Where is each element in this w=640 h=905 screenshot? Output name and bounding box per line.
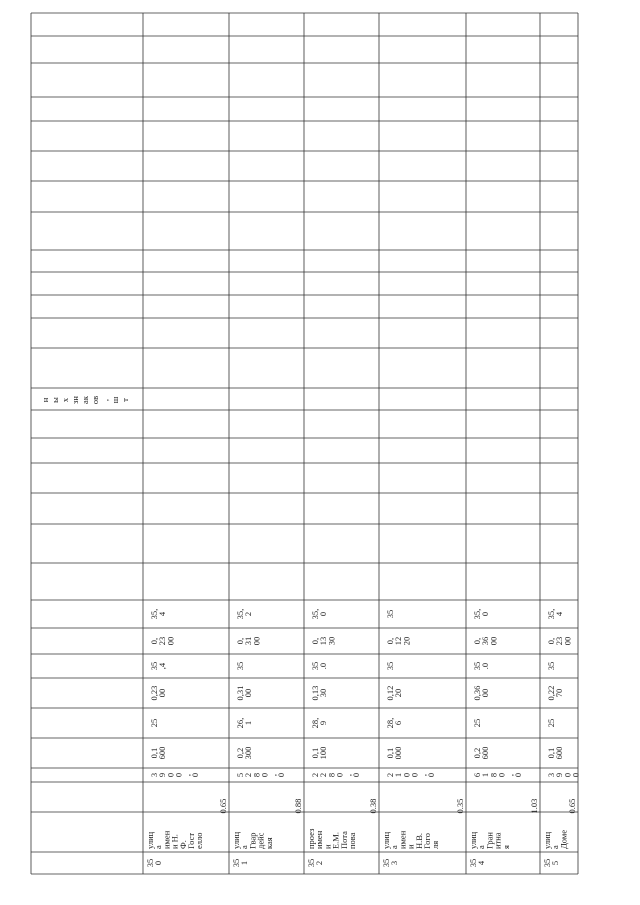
coefficient-c <box>385 637 411 646</box>
result-value <box>235 609 253 620</box>
norm-value-line: ,4 <box>157 662 168 670</box>
street-name-line: а <box>550 845 561 849</box>
coefficient-b-line: 20 <box>393 688 404 698</box>
street-name-line: а <box>476 845 487 849</box>
percent-value-line: 25 <box>546 718 556 728</box>
coefficient-c-line: 20 <box>401 636 412 646</box>
street-name-line: Гран <box>484 832 495 849</box>
row-number-line: 35 <box>542 858 552 868</box>
area-value-line: 3 <box>149 772 159 778</box>
norm-value <box>472 662 490 671</box>
coefficient-b-line: 00 <box>480 688 491 698</box>
area-value-line: 5 <box>235 772 245 778</box>
coefficient-c-line: 00 <box>488 636 499 646</box>
street-name-line: имен <box>314 830 325 849</box>
row-number <box>542 859 560 868</box>
coefficient-c <box>546 637 572 646</box>
row-number-line: 35 <box>468 858 478 868</box>
coefficient-c-line: 23 <box>554 636 565 646</box>
area-value-line: 2 <box>385 772 395 778</box>
coefficient-b <box>385 686 403 701</box>
coefficient-c-line: 0, <box>149 637 159 645</box>
row-number <box>231 859 249 868</box>
area-value-line: 2 <box>310 772 320 778</box>
area-value-line: 0 <box>426 772 436 778</box>
norm-value-line: .0 <box>480 662 491 670</box>
coefficient-b-line: 00 <box>243 688 254 698</box>
area-value-line: 0 <box>496 772 507 778</box>
coefficient-c-line: 36 <box>480 636 491 646</box>
header-fragment-line: ов <box>90 395 100 405</box>
row-number <box>306 859 324 868</box>
result-value-line: 0 <box>480 611 491 617</box>
norm-value-line: 35 <box>235 661 245 671</box>
row-number-line: 35 <box>381 858 391 868</box>
area-value-line: 1 <box>393 772 404 778</box>
area-value <box>546 773 581 777</box>
area-value-line: , <box>181 773 192 777</box>
coefficient-a-line: 0,1 <box>546 747 556 759</box>
percent-value-line: 26, <box>235 717 245 729</box>
result-value-line: 35, <box>546 608 556 620</box>
street-name-line: Пота <box>338 831 349 849</box>
coefficient-c-line: 00 <box>251 636 262 646</box>
area-value-line: 0 <box>173 772 184 778</box>
result-value <box>310 609 328 620</box>
street-name-line: дейс <box>255 832 266 849</box>
coefficient-a-line: 600 <box>157 746 168 760</box>
percent-value-line: 1 <box>243 720 254 726</box>
percent-value-line: 28, <box>385 717 395 729</box>
percent-value <box>149 719 159 728</box>
header-fragment-line: н <box>40 397 50 403</box>
coefficient-a <box>546 747 564 760</box>
street-name <box>542 830 568 849</box>
percent-value-line: 28, <box>310 717 320 729</box>
area-value-line: 0 <box>165 772 176 778</box>
street-name-line: пова <box>347 832 357 849</box>
norm-value <box>235 662 245 671</box>
coefficient-a <box>385 747 403 760</box>
coefficient-c-line: 12 <box>393 636 404 646</box>
coefficient-c-line: 00 <box>562 636 573 646</box>
coefficient-c-line: 31 <box>243 636 254 646</box>
street-name-line: улиц <box>231 831 241 849</box>
street-name-line: Гого <box>422 833 432 849</box>
area-value-line: 1 <box>480 772 491 778</box>
row-number-line: 35 <box>231 858 241 868</box>
coefficient-b-line: 0,12 <box>385 685 395 701</box>
area-value-line: , <box>267 773 278 777</box>
area-value-line: 6 <box>472 772 482 778</box>
street-name-line: Н.В. <box>413 832 424 849</box>
street-name-line: Гост <box>186 832 196 849</box>
row-number-line: 3 <box>389 860 400 866</box>
length-value: 0.35 <box>455 798 465 814</box>
coefficient-a-line: 600 <box>554 746 565 760</box>
area-value-line: 0 <box>570 772 581 778</box>
coefficient-b <box>472 686 490 701</box>
coefficient-c <box>149 637 175 646</box>
coefficient-c-line: 0, <box>546 637 556 645</box>
coefficient-a-line: 0,1 <box>385 747 395 759</box>
length-value: 0.38 <box>368 798 378 814</box>
street-name-line: а <box>239 845 250 849</box>
area-value-line: 8 <box>326 772 337 778</box>
row-number-line: 0 <box>153 860 164 866</box>
area-value-line: 9 <box>157 772 168 778</box>
area-value-line: 3 <box>546 772 556 778</box>
street-name-line: и Н. <box>169 834 180 849</box>
norm-value-line: 35 <box>472 661 482 671</box>
street-name-line: имен <box>161 830 172 849</box>
coefficient-c-line: 13 <box>318 636 329 646</box>
street-name-line: ля <box>430 840 441 849</box>
header-fragment <box>40 395 130 404</box>
length-value: 1.03 <box>529 798 539 814</box>
street-name-line: итна <box>492 832 503 849</box>
coefficient-b <box>310 686 328 701</box>
area-value-line: 0 <box>401 772 412 778</box>
coefficient-a <box>149 747 167 760</box>
coefficient-b-line: 0,31 <box>235 685 245 701</box>
area-value-line: 0 <box>409 772 420 778</box>
percent-value <box>235 718 253 729</box>
header-fragment-line: х <box>60 397 70 403</box>
area-value <box>385 773 436 777</box>
coefficient-b-line: 0,36 <box>472 685 482 701</box>
percent-value <box>310 718 328 729</box>
street-name <box>231 831 274 849</box>
street-name-line: Доме <box>558 829 569 849</box>
area-value <box>472 773 523 777</box>
percent-value <box>546 719 556 728</box>
coefficient-c <box>310 637 336 646</box>
street-name-line: я <box>500 845 511 849</box>
result-value-line: 35, <box>235 608 245 620</box>
coefficient-a <box>472 747 490 760</box>
street-name <box>306 828 357 849</box>
coefficient-c-line: 23 <box>157 636 168 646</box>
percent-value-line: 25 <box>149 718 159 728</box>
norm-value-line: 35 <box>149 661 159 671</box>
result-value <box>149 609 167 620</box>
street-name-line: а <box>153 845 164 849</box>
coefficient-b-line: 00 <box>157 688 168 698</box>
row-number <box>145 859 163 868</box>
coefficient-c <box>235 637 261 646</box>
row-number-line: 2 <box>314 860 325 866</box>
coefficient-c-line: 00 <box>165 636 176 646</box>
norm-value-line: .0 <box>318 662 329 670</box>
area-value-line: , <box>504 773 515 777</box>
street-name <box>468 831 511 849</box>
street-name-line: а <box>389 845 400 849</box>
coefficient-c-line: 0, <box>385 637 395 645</box>
area-value-line: 0 <box>259 772 270 778</box>
result-value-line: 35, <box>472 608 482 620</box>
coefficient-b <box>149 686 167 701</box>
result-value <box>546 609 564 620</box>
header-fragment-line: ак <box>80 396 90 404</box>
street-name-line: и <box>405 844 416 849</box>
row-number <box>381 859 399 868</box>
header-fragment-line: , <box>100 398 110 402</box>
norm-value <box>385 662 395 671</box>
coefficient-c-line: 30 <box>326 636 337 646</box>
street-name-line: имен <box>397 830 408 849</box>
street-name-line: и <box>322 844 333 849</box>
street-name-line: проез <box>306 828 316 849</box>
percent-value-line: 9 <box>318 720 329 726</box>
area-value-line: 8 <box>251 772 262 778</box>
area-value <box>235 773 286 777</box>
area-value-line: 9 <box>554 772 565 778</box>
coefficient-a-line: 0,2 <box>472 747 482 759</box>
coefficient-a-line: 300 <box>243 746 254 760</box>
row-number-line: 1 <box>239 860 250 866</box>
row-number <box>468 859 486 868</box>
coefficient-a-line: 100 <box>318 746 329 760</box>
table-cells <box>40 395 581 867</box>
percent-value <box>385 718 403 729</box>
area-value-line: 2 <box>318 772 329 778</box>
coefficient-a-line: 0,2 <box>235 747 245 759</box>
length-value: 0.88 <box>293 798 303 814</box>
result-value-line: 35, <box>149 608 159 620</box>
norm-value-line: 35 <box>310 661 320 671</box>
percent-value-line: 6 <box>393 720 404 726</box>
coefficient-a-line: 000 <box>393 746 404 760</box>
area-value-line: , <box>417 773 428 777</box>
header-fragment-line: зн <box>70 396 80 404</box>
coefficient-a-line: 0,1 <box>149 747 159 759</box>
street-name-line: елло <box>194 832 205 849</box>
result-value-line: 4 <box>157 611 168 617</box>
norm-value <box>310 662 328 671</box>
result-value-line: 2 <box>243 611 254 617</box>
street-name-line: улиц <box>145 831 155 849</box>
result-value-line: 35 <box>385 609 395 619</box>
row-number-line: 35 <box>306 858 316 868</box>
street-name-line: Ф. <box>177 840 188 849</box>
street-name-line: улиц <box>468 831 478 849</box>
area-value <box>310 773 361 777</box>
coefficient-a-line: 0,1 <box>310 747 320 759</box>
area-value-line: 0 <box>334 772 345 778</box>
row-number-line: 35 <box>145 858 155 868</box>
area-value-line: 0 <box>562 772 573 778</box>
coefficient-c <box>472 637 498 646</box>
length-value: 0.65 <box>218 798 228 814</box>
coefficient-b <box>235 686 253 701</box>
row-number-line: 4 <box>476 860 487 866</box>
street-name <box>381 830 440 849</box>
coefficient-a <box>310 747 328 760</box>
coefficient-b <box>546 686 564 701</box>
result-value-line: 4 <box>554 611 565 617</box>
area-value-line: 0 <box>190 772 200 778</box>
header-fragment-line: ы <box>50 397 60 403</box>
coefficient-a-line: 600 <box>480 746 491 760</box>
result-value-line: 0 <box>318 611 329 617</box>
row-number-line: 5 <box>550 860 561 866</box>
percent-value <box>472 719 482 728</box>
length-value: 0.65 <box>567 798 577 814</box>
street-name <box>145 830 204 849</box>
norm-value <box>546 662 556 671</box>
norm-value <box>149 662 167 671</box>
norm-value-line: 35 <box>546 661 556 671</box>
street-name-line: кая <box>263 837 274 849</box>
coefficient-b-line: 0,13 <box>310 685 320 701</box>
header-fragment-line: т <box>120 398 130 402</box>
street-name-line: улиц <box>542 831 552 849</box>
area-value <box>149 773 200 777</box>
area-value-line: 0 <box>513 772 523 778</box>
result-value <box>472 609 490 620</box>
result-value-line: 35, <box>310 608 320 620</box>
area-value-line: 0 <box>276 772 286 778</box>
street-name-line: Е.М. <box>330 832 341 849</box>
area-value-line: 8 <box>488 772 499 778</box>
result-value <box>385 610 395 619</box>
area-value-line: , <box>342 773 353 777</box>
street-name-line: улиц <box>381 831 391 849</box>
area-value-line: 0 <box>351 772 361 778</box>
norm-value-line: 35 <box>385 661 395 671</box>
coefficient-c-line: 0, <box>310 637 320 645</box>
coefficient-c-line: 0, <box>235 637 245 645</box>
header-fragment-line: ш <box>110 396 120 404</box>
coefficient-b-line: 0,22 <box>546 685 556 701</box>
coefficient-b-line: 0,23 <box>149 685 159 701</box>
percent-value-line: 25 <box>472 718 482 728</box>
coefficient-b-line: 70 <box>554 688 565 698</box>
area-value-line: 2 <box>243 772 254 778</box>
coefficient-a <box>235 747 253 760</box>
table-grid <box>31 13 578 874</box>
coefficient-b-line: 30 <box>318 688 329 698</box>
coefficient-c-line: 0, <box>472 637 482 645</box>
street-name-line: Гвар <box>247 832 258 849</box>
